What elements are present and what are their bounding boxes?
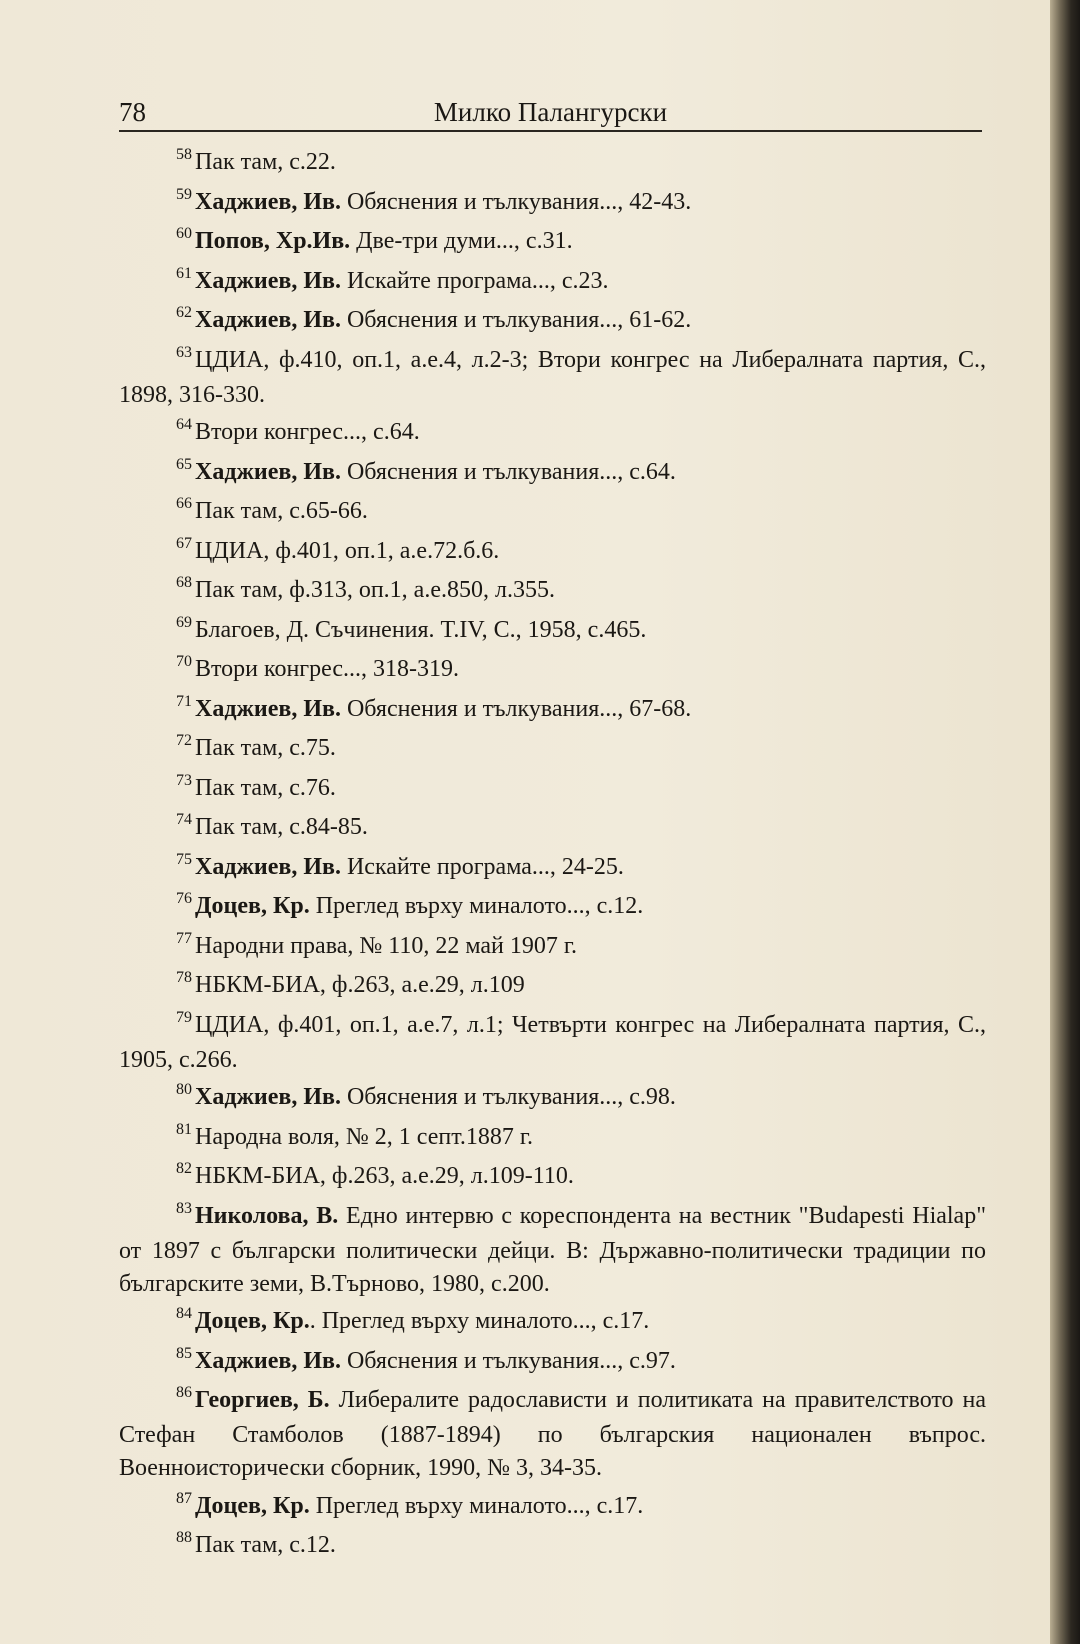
footnote-author: Хаджиев, Ив.: [195, 307, 341, 333]
footnote-number: 73: [176, 771, 192, 789]
footnote-number: 88: [176, 1529, 192, 1546]
header-rule: [119, 130, 982, 132]
footnote: [119, 811, 986, 846]
footnote-text: Народна воля, № 2, 1 септ.1887 г.: [195, 1123, 534, 1150]
footnote-text: Преглед върху миналото..., с.17.: [309, 1492, 644, 1519]
footnote: [119, 653, 986, 688]
footnote: [119, 969, 986, 1004]
footnote-text: Обяснения и тълкувания..., 67-68.: [340, 695, 692, 722]
footnote-number: 72: [176, 732, 192, 749]
footnote-author: Николова, В.: [195, 1202, 339, 1229]
footnote-number: 62: [176, 304, 192, 321]
footnotes-list: [119, 146, 986, 1569]
footnote-number: 66: [176, 495, 192, 512]
footnote-number: 61: [176, 264, 192, 282]
footnote: [119, 535, 986, 570]
footnote: [119, 225, 986, 260]
footnote-author: Попов, Хр.Ив.: [195, 228, 351, 254]
footnote-number: 81: [176, 1120, 192, 1138]
footnote-number: 69: [176, 613, 192, 631]
footnote-text: НБКМ-БИА, ф.263, а.е.29, л.109: [195, 972, 525, 998]
footnote: [119, 1305, 986, 1340]
footnote-number: 86: [176, 1384, 192, 1401]
footnote: [119, 1384, 986, 1485]
footnote: [119, 1345, 986, 1380]
page-number: 78: [119, 97, 146, 127]
footnote-text: НБКМ-БИА, ф.263, а.е.29, л.109-110.: [195, 1163, 574, 1189]
footnote-number: 71: [176, 692, 192, 710]
footnote-number: 79: [176, 1008, 192, 1026]
footnote-number: 76: [176, 890, 192, 907]
footnote-text: Пак там, с.65-66.: [195, 498, 368, 524]
footnote-text: Либералите радослависти и политиката на правителството на Стефан Стамболов (1887-1894) по българския национален въпрос. Военноисторически сборник, 1990, № 3, 34-35.: [119, 1387, 987, 1481]
footnote-number: 84: [176, 1305, 192, 1322]
footnote: [119, 1529, 986, 1564]
footnote: [119, 1009, 986, 1077]
footnote-text: Искайте програма..., с.23.: [340, 267, 609, 294]
footnote: [119, 772, 986, 807]
footnote-text: Пак там, с.12.: [195, 1532, 336, 1558]
footnote-text: Пак там, с.76.: [195, 774, 336, 801]
footnote-author: Доцев, Кр.: [195, 1492, 310, 1519]
footnote-text: Обяснения и тълкувания..., с.97.: [340, 1347, 676, 1374]
footnote: [119, 693, 986, 728]
footnote-number: 75: [176, 850, 192, 868]
footnote-author: Георгиев, Б.: [195, 1387, 330, 1413]
footnote-text: . Преглед върху миналото..., с.17.: [309, 1308, 650, 1334]
footnote-text: ЦДИА, ф.401, оп.1, а.е.7, л.1; Четвърти конгрес на Либералната партия, С., 1905, с.266.: [119, 1011, 986, 1073]
footnote-number: 77: [176, 929, 192, 947]
footnote-number: 80: [176, 1081, 192, 1098]
footnote-author: Хаджиев, Ив.: [195, 267, 341, 294]
footnote-text: Обяснения и тълкувания..., с.64.: [340, 458, 676, 485]
footnote-author: Доцев, Кр.: [195, 1308, 310, 1334]
footnote-text: Обяснения и тълкувания..., 61-62.: [340, 307, 692, 333]
footnote-number: 78: [176, 969, 192, 986]
footnote: [119, 344, 986, 412]
footnote-text: Преглед върху миналото..., с.12.: [309, 893, 644, 919]
footnote-text: Пак там, с.22.: [195, 149, 336, 175]
footnote-number: 63: [176, 343, 192, 361]
footnote-author: Хаджиев, Ив.: [195, 1347, 341, 1374]
footnote: [119, 495, 986, 530]
footnote-text: Две-три думи..., с.31.: [350, 228, 573, 254]
footnote-author: Хаджиев, Ив.: [195, 853, 341, 880]
footnote-number: 59: [176, 185, 192, 203]
footnote: [119, 1121, 986, 1156]
footnote-text: Обяснения и тълкувания..., с.98.: [340, 1084, 676, 1110]
footnote: [119, 732, 986, 767]
footnote-text: Искайте програма..., 24-25.: [340, 853, 624, 880]
footnote-author: Хаджиев, Ив.: [195, 1084, 341, 1110]
footnote-text: Пак там, ф.313, оп.1, а.е.850, л.355.: [195, 577, 555, 603]
footnote-text: Обяснения и тълкувания..., 42-43.: [340, 188, 692, 215]
footnote-number: 68: [176, 574, 192, 591]
footnote: [119, 265, 986, 300]
footnote: [119, 186, 986, 221]
running-title: Милко Палангурски: [433, 97, 668, 127]
footnote: [119, 304, 986, 339]
footnote: [119, 890, 986, 925]
footnote: [119, 146, 986, 181]
footnote-number: 58: [176, 146, 192, 163]
footnote-author: Доцев, Кр.: [195, 893, 310, 919]
footnote-number: 85: [176, 1344, 192, 1362]
footnote-author: Хаджиев, Ив.: [195, 188, 341, 215]
footnote: [119, 1490, 986, 1525]
footnote: [119, 851, 986, 886]
footnote: [119, 574, 986, 609]
footnote: [119, 1160, 986, 1195]
footnote-text: Втори конгрес..., 318-319.: [195, 656, 460, 682]
footnote-text: ЦДИА, ф.410, оп.1, а.е.4, л.2-3; Втори конгрес на Либералната партия, С., 1898, 316-330.: [119, 346, 986, 408]
page-header: [119, 92, 982, 132]
footnote-text: Народни права, № 110, 22 май 1907 г.: [195, 932, 578, 959]
footnote: [119, 1200, 986, 1301]
footnote: [119, 416, 986, 451]
footnote: [119, 614, 986, 649]
footnote-number: 87: [176, 1489, 192, 1507]
footnote-number: 74: [176, 811, 192, 828]
footnote-number: 64: [176, 416, 192, 433]
footnote-text: Едно интервю с кореспондента на вестник "Budapesti Hialap" от 1897 с български политически дейци. В: Държавно-политически традиции по българските земи, В.Търново, 1980, с.200.: [119, 1202, 987, 1297]
footnote: [119, 930, 986, 965]
footnote-number: 83: [176, 1199, 192, 1217]
footnote-author: Хаджиев, Ив.: [195, 695, 341, 722]
footnote-number: 60: [176, 225, 192, 242]
footnote-number: 65: [176, 455, 192, 473]
footnote-text: Пак там, с.75.: [195, 735, 336, 761]
page-edge-shadow: [1050, 0, 1080, 1644]
footnote-number: 82: [176, 1160, 192, 1177]
footnote-text: Втори конгрес..., с.64.: [195, 419, 420, 445]
footnote-number: 67: [176, 534, 192, 552]
footnote-text: Благоев, Д. Съчинения. T.IV, С., 1958, с.465.: [195, 616, 647, 643]
footnote-text: Пак там, с.84-85.: [195, 814, 368, 840]
footnote: [119, 1081, 986, 1116]
footnote-text: ЦДИА, ф.401, оп.1, а.е.72.б.6.: [195, 537, 500, 564]
footnote: [119, 456, 986, 491]
footnote-number: 70: [176, 653, 192, 670]
footnote-author: Хаджиев, Ив.: [195, 458, 341, 485]
